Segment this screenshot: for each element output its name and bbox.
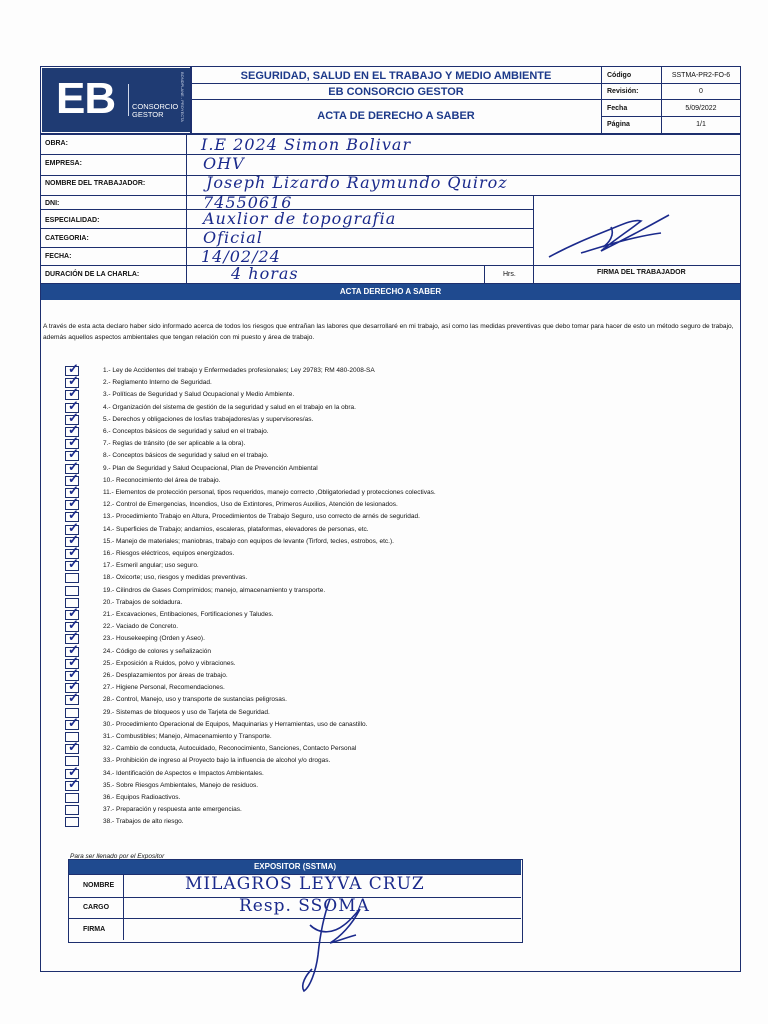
check-mark-icon: ✓	[68, 458, 79, 474]
expositor-signature	[290, 895, 370, 995]
expositor-cargo-value: Resp. SSOMA	[239, 896, 370, 916]
check-mark-icon: ✓	[68, 629, 79, 645]
company-logo	[42, 68, 190, 132]
topic-item: 22.- Vaciado de Concreto.	[103, 623, 179, 631]
topic-item: 20.- Trabajos de soldadura.	[103, 598, 183, 606]
topic-item: 16.- Riesgos eléctricos, equipos energizados.	[103, 550, 235, 557]
title-document: ACTA DE DERECHO A SABER	[317, 110, 475, 122]
field-value-dni: 74550616	[203, 193, 293, 212]
topic-item: 12.- Control de Emergencias, Incendios, Uso de Extintores, Primeros Auxilios, Atención de lesionados.	[103, 501, 398, 509]
meta-revision-label: Revisión:	[607, 88, 639, 95]
field-value-fecha: 14/02/24	[201, 247, 281, 266]
check-mark-icon: ✓	[68, 361, 79, 376]
intro-paragraph: A través de esta acta declaro haber sido informado acerca de todos los riesgos que entrañan las labores que desarrollaré en mi trabajo, así como las medidas preventivas que debo tomar para hacer de esto un método seguro de trabajo, además aquellos aspectos ambientales que tengan relación con mi puesto y área de trabajo.	[43, 323, 734, 341]
topic-item: 6.- Conceptos básicos de seguridad y salud en el trabajo.	[103, 428, 269, 435]
expositor-note: Para ser llenado por el Expositor	[70, 853, 165, 860]
hrs-label: Hrs.	[503, 271, 516, 278]
topic-item: 26.- Desplazamientos por áreas de trabajo.	[103, 672, 228, 679]
check-mark-icon: ✓	[68, 617, 79, 633]
topic-item: 5.- Derechos y obligaciones de los/las trabajadores/as y supervisores/as.	[103, 415, 314, 423]
topic-item: 2.- Reglamento Interno de Seguridad.	[103, 379, 212, 387]
title-company: EB CONSORCIO GESTOR	[328, 86, 464, 98]
field-value-duracion: 4 horas	[231, 264, 299, 283]
header-divider	[601, 67, 602, 133]
field-label-obra: OBRA:	[45, 140, 68, 147]
check-mark-icon: ✓	[68, 446, 79, 462]
topic-item: 38.- Trabajos de alto riesgo.	[103, 818, 184, 826]
check-mark-icon: ✓	[68, 470, 79, 486]
expositor-firma-label: FIRMA	[83, 926, 106, 933]
check-mark-icon: ✓	[68, 434, 79, 450]
meta-date-value: 5/09/2022	[685, 105, 717, 112]
topic-item: 33.- Prohibición de ingreso al Proyecto bajo la influencia de alcohol y/o drogas.	[103, 757, 331, 765]
field-col-line	[186, 134, 187, 284]
topic-item: 29.- Sistemas de bloqueos y uso de Tarjeta de Seguridad.	[103, 708, 270, 716]
logo-subtitle: CONSORCIO GESTOR	[132, 102, 179, 119]
topic-item: 19.- Cilindros de Gases Comprimidos; manejo, almacenamiento y transporte.	[103, 586, 326, 594]
topic-item: 1.- Ley de Accidentes del trabajo y Enfermedades profesionales; Ley 29783; RM 480-2008-SA	[103, 367, 375, 374]
field-label-categoria: CATEGORIA:	[45, 235, 89, 242]
topic-checkbox[interactable]	[65, 817, 79, 827]
topic-item: 31.- Combustibles; Manejo, Almacenamiento y Transporte.	[103, 733, 272, 740]
topic-item: 8.- Conceptos básicos de seguridad y salud en el trabajo.	[103, 452, 269, 460]
meta-revision-value: 0	[699, 88, 703, 95]
header-divider	[601, 116, 740, 117]
topic-item: 30.- Procedimiento Operacional de Equipos, Maquinarias y Herramientas, uso de canastillo.	[103, 720, 368, 728]
logo-vertical-text: BONDPLANE - PROYECTA	[180, 72, 185, 122]
topic-item: 10.- Reconocimiento del área de trabajo.	[103, 476, 221, 484]
expositor-nombre-value: MILAGROS LEYVA CRUZ	[185, 874, 425, 894]
topic-item: 14.- Superficies de Trabajo; andamios, escaleras, plataformas, elevadores de personas, etc.	[103, 525, 369, 533]
field-label-fecha: FECHA:	[45, 253, 72, 260]
topic-checkbox[interactable]	[65, 573, 79, 583]
check-mark-icon: ✓	[68, 641, 79, 657]
topic-item: 15.- Manejo de materiales; maniobras, trabajo con equipos de levante (Tirford, tecles, estrobos, etc.).	[103, 537, 394, 545]
topic-checkbox[interactable]	[65, 586, 79, 596]
title-main: SEGURIDAD, SALUD EN EL TRABAJO Y MEDIO AMBIENTE	[240, 70, 552, 82]
field-label-duracion: DURACIÓN DE LA CHARLA:	[45, 271, 140, 278]
form-page	[40, 66, 741, 972]
field-label-empresa: EMPRESA:	[45, 160, 82, 167]
field-row-line	[41, 154, 740, 155]
expositor-line	[123, 874, 124, 940]
topic-checkbox[interactable]	[65, 793, 79, 803]
meta-code-value: SSTMA-PR2-FO-6	[671, 72, 731, 79]
field-value-obra: I.E 2024 Simon Bolivar	[201, 135, 412, 154]
meta-code-label: Código	[607, 72, 632, 79]
field-label-dni: DNI:	[45, 200, 60, 207]
field-row-line	[41, 247, 533, 248]
topic-item: 9.- Plan de Seguridad y Salud Ocupacional, Plan de Prevención Ambiental	[103, 464, 318, 472]
check-mark-icon: ✓	[68, 714, 79, 730]
topic-item: 32.- Cambio de conducta, Autocuidado, Reconocimiento, Sanciones, Contacto Personal	[103, 745, 357, 753]
field-value-empresa: OHV	[203, 154, 245, 173]
expositor-nombre-label: NOMBRE	[83, 882, 115, 889]
check-mark-icon: ✓	[68, 653, 79, 669]
meta-page-value: 1/1	[696, 121, 706, 128]
firma-trabajador-label: FIRMA DEL TRABAJADOR	[597, 269, 686, 276]
check-mark-icon: ✓	[68, 495, 79, 511]
field-col-line	[484, 265, 485, 283]
topic-item: 35.- Sobre Riesgos Ambientales, Manejo de residuos.	[103, 781, 259, 789]
check-mark-icon: ✓	[68, 397, 79, 413]
topic-item: 3.- Políticas de Seguridad y Salud Ocupacional y Medio Ambiente.	[103, 391, 295, 399]
check-mark-icon: ✓	[68, 605, 79, 620]
check-mark-icon: ✓	[68, 385, 79, 401]
topic-item: 21.- Excavaciones, Entibaciones, Fortificaciones y Taludes.	[103, 611, 274, 618]
logo-eb-text: EB	[56, 74, 116, 123]
topic-item: 25.- Exposición a Ruidos, polvo y vibraciones.	[103, 659, 236, 667]
check-mark-icon: ✓	[68, 483, 79, 498]
check-mark-icon: ✓	[68, 739, 79, 755]
check-mark-icon: ✓	[68, 531, 79, 547]
topic-item: 23.- Housekeeping (Orden y Aseo).	[103, 635, 205, 643]
check-mark-icon: ✓	[68, 775, 79, 791]
topic-item: 18.- Oxicorte; uso, riesgos y medidas preventivas.	[103, 574, 248, 582]
topic-item: 27.- Higiene Personal, Recomendaciones.	[103, 684, 225, 692]
field-col-line	[533, 195, 534, 283]
topic-item: 24.- Código de colores y señalización	[103, 647, 212, 655]
field-label-trabajador: NOMBRE DEL TRABAJADOR:	[45, 180, 146, 187]
field-value-categoria: Oficial	[203, 228, 263, 247]
expositor-cargo-label: CARGO	[83, 904, 110, 911]
topic-item: 4.- Organización del sistema de gestión de la seguridad y salud en el trabajo en la obra.	[103, 403, 356, 411]
topic-item: 28.- Control, Manejo, uso y transporte de sustancias peligrosas.	[103, 696, 287, 704]
field-row-line	[41, 195, 740, 196]
topic-item: 7.- Reglas de tránsito (de ser aplicable a la obra).	[103, 440, 246, 448]
check-mark-icon: ✓	[68, 519, 79, 535]
worker-signature	[541, 207, 681, 263]
check-mark-icon: ✓	[68, 763, 79, 779]
check-mark-icon: ✓	[68, 544, 79, 559]
topic-checkbox[interactable]	[65, 805, 79, 815]
check-mark-icon: ✓	[68, 666, 79, 681]
header-divider	[191, 83, 740, 84]
meta-date-label: Fecha	[607, 105, 628, 112]
topic-item: 36.- Equipos Radioactivos.	[103, 794, 181, 801]
topic-item: 13.- Procedimiento Trabajo en Altura, Procedimientos de Trabajo Seguro, uso correcto de arnés de seguridad.	[103, 513, 420, 521]
expositor-title: EXPOSITOR (SSTMA)	[69, 860, 521, 874]
topic-item: 34.- Identificación de Aspectos e Impactos Ambientales.	[103, 769, 264, 777]
check-mark-icon: ✓	[68, 373, 79, 389]
field-row-line	[41, 228, 533, 229]
check-mark-icon: ✓	[68, 556, 79, 572]
meta-page-label: Página	[607, 121, 630, 128]
topic-item: 37.- Preparación y respuesta ante emergencias.	[103, 806, 242, 814]
logo-divider	[128, 84, 129, 116]
section-band: ACTA DERECHO A SABER	[41, 284, 740, 300]
check-mark-icon: ✓	[68, 409, 79, 425]
topic-item: 17.- Esmeril angular; uso seguro.	[103, 562, 199, 570]
field-value-especialidad: Auxlior de topografia	[203, 209, 397, 228]
field-value-trabajador: Joseph Lizardo Raymundo Quiroz	[206, 173, 508, 192]
check-mark-icon: ✓	[68, 690, 79, 706]
field-row-line	[41, 265, 740, 266]
field-label-especialidad: ESPECIALIDAD:	[45, 217, 100, 224]
check-mark-icon: ✓	[68, 507, 79, 523]
check-mark-icon: ✓	[68, 678, 79, 694]
topic-item: 11.- Elementos de protección personal, tipos requeridos, manejo correcto ,Obligatoriedad y protecciones colectivas.	[103, 489, 436, 496]
check-mark-icon: ✓	[68, 422, 79, 437]
header-divider	[191, 99, 740, 100]
